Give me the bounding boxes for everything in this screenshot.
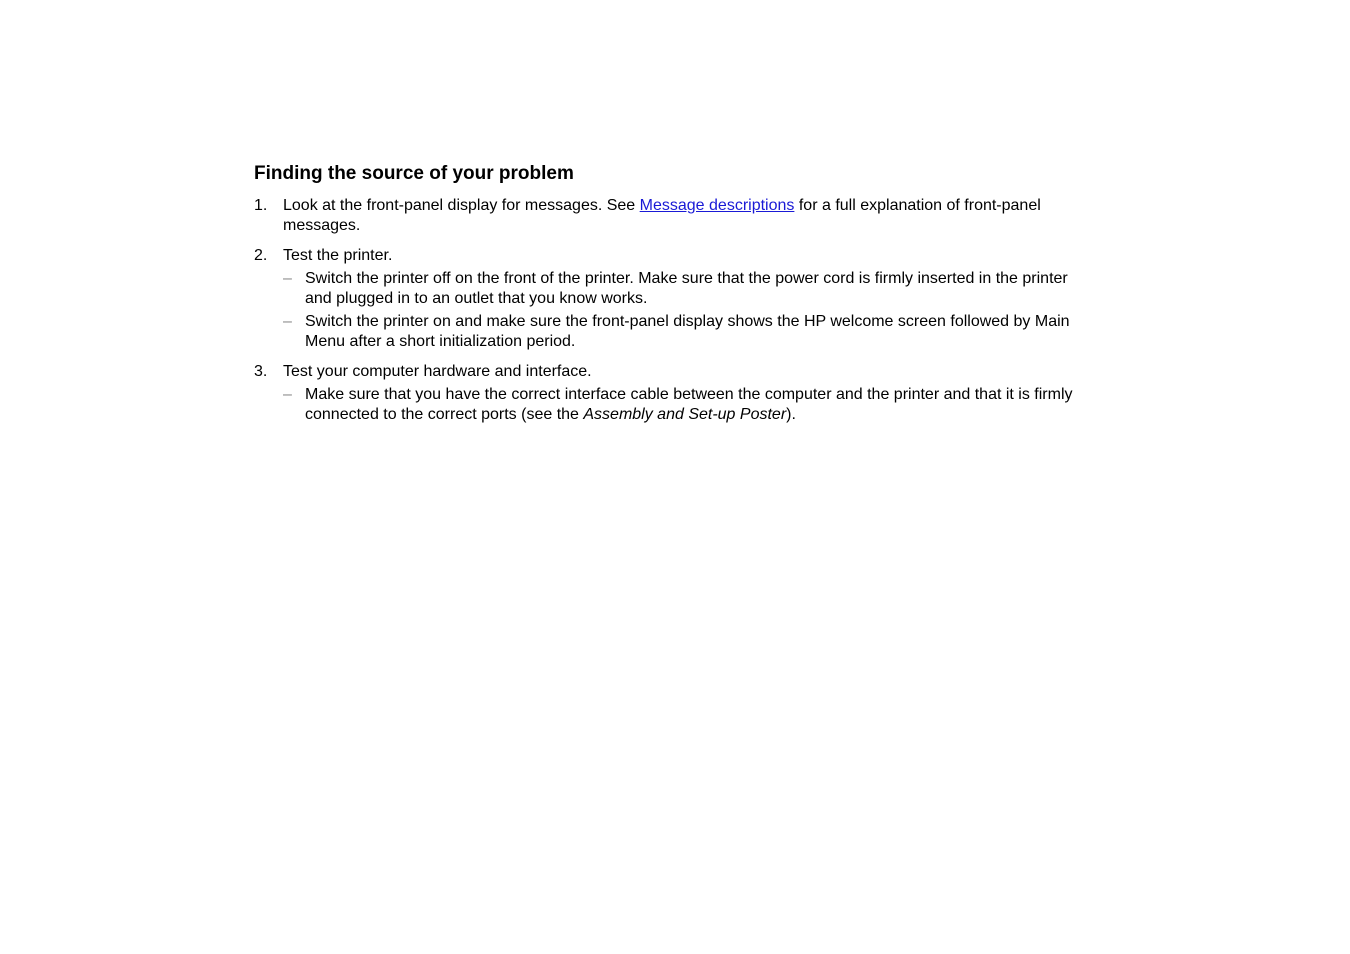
section-heading: Finding the source of your problem: [254, 163, 574, 184]
step-number: 1.: [254, 197, 268, 214]
step-1: [254, 196, 1094, 236]
step-3: [254, 362, 1094, 425]
sub-item: [283, 269, 1094, 309]
sub-item-text: [305, 385, 1094, 425]
step-1-text-before: Look at the front-panel display for messages. See: [283, 197, 640, 214]
sub-item-text: Switch the printer on and make sure the front-panel display shows the HP welcome screen followed by Main Menu after a short initialization period.: [305, 313, 1070, 350]
step-text: Test your computer hardware and interface.: [283, 363, 592, 380]
sub-item: [283, 312, 1094, 352]
step-text: [283, 196, 1094, 236]
sub-text-after: ).: [786, 406, 796, 423]
step-2: [254, 246, 1094, 352]
dash-bullet: –: [283, 270, 292, 287]
step-number: 3.: [254, 363, 268, 380]
step-text: Test the printer.: [283, 247, 393, 264]
sub-item: [283, 385, 1094, 425]
step-1-text-after: for a full explanation of front-panel messages.: [283, 197, 1041, 234]
dash-bullet: –: [283, 313, 292, 330]
dash-bullet: –: [283, 386, 292, 403]
message-descriptions-link[interactable]: Message descriptions: [639, 197, 795, 214]
poster-title: Assembly and Set-up Poster: [583, 406, 787, 423]
step-number: 2.: [254, 247, 268, 264]
sub-text-before: Make sure that you have the correct interface cable between the computer and the printer and that it is firmly connected to the correct ports (see the: [305, 386, 1073, 423]
sub-item-text: Switch the printer off on the front of the printer. Make sure that the power cord is firmly inserted in the printer and plugged in to an outlet that you know works.: [305, 270, 1068, 307]
document-content: [254, 162, 1094, 435]
